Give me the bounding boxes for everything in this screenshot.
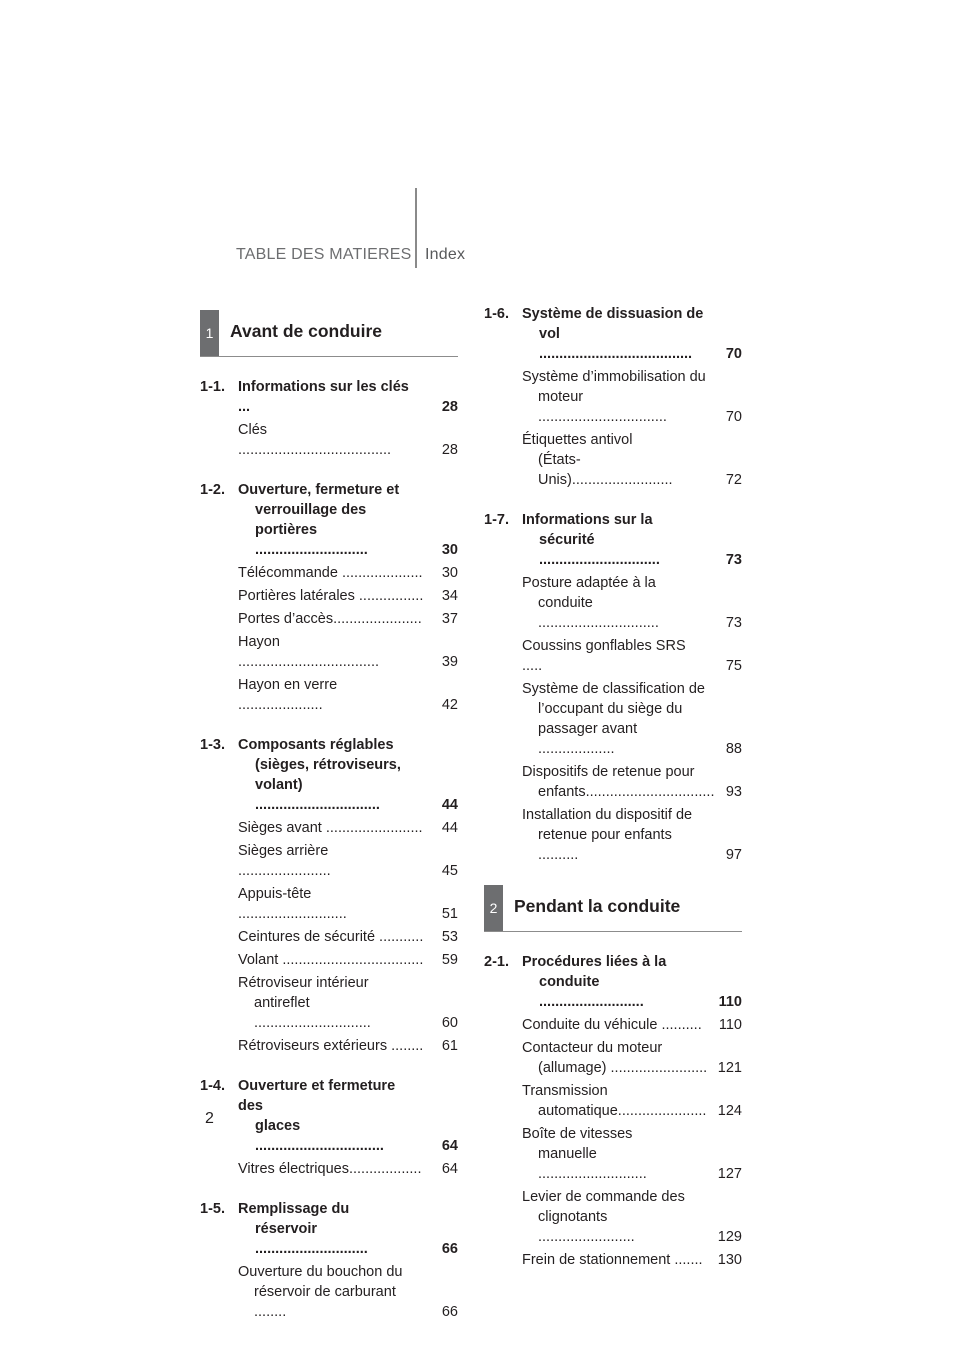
entry-title: Frein de stationnement ....... [522, 1252, 703, 1268]
entry-page: 124 [717, 1103, 742, 1119]
toc-column-right [484, 304, 742, 1290]
section-number: 1-2. [200, 482, 225, 498]
entry-page: 44 [441, 820, 458, 836]
entry-page: 45 [441, 863, 458, 879]
section-number: 1-1. [200, 379, 225, 395]
section-title: Remplissage du [238, 1201, 350, 1217]
toc-column-left [200, 310, 458, 1342]
entry-page: 72 [725, 472, 742, 488]
header-divider [415, 188, 417, 268]
entry-title-line: manuelle ........................... [538, 1146, 647, 1182]
entry-page: 60 [441, 1015, 458, 1031]
section-number: 1-5. [200, 1201, 225, 1217]
entry-page: 34 [441, 588, 458, 604]
toc-entry[interactable] [238, 884, 458, 924]
entry-page: 75 [725, 658, 742, 674]
chapter-2-tab[interactable]: 2 [484, 885, 503, 931]
entry-title-line: conduite .............................. [538, 595, 659, 631]
entry-page: 130 [717, 1252, 742, 1268]
entry-page: 97 [725, 847, 742, 863]
chapter-2-banner [484, 885, 742, 932]
section-title-line: sécurité .............................. [539, 532, 660, 568]
section-page: 28 [441, 399, 458, 415]
section-title: Procédures liées à la [522, 954, 667, 970]
section-title-line: (sièges, rétroviseurs, [255, 757, 401, 773]
section-page: 110 [718, 994, 742, 1010]
section-title: Informations sur les clés ... [238, 379, 409, 415]
section-page: 70 [725, 346, 742, 362]
entry-page: 59 [441, 952, 458, 968]
toc-entry[interactable] [522, 1038, 742, 1078]
entry-title: Hayon en verre ..................... [238, 677, 338, 713]
entry-title: Sièges avant ........................ [238, 820, 423, 836]
entry-title: Ceintures de sécurité ........... [238, 929, 424, 945]
section-page: 30 [441, 542, 458, 558]
chapter-1-tab[interactable]: 1 [200, 310, 219, 356]
entry-page: 37 [441, 611, 458, 627]
entry-title: Conduite du véhicule .......... [522, 1017, 702, 1033]
entry-title: Coussins gonflables SRS ..... [522, 638, 686, 674]
section-heading[interactable] [200, 1076, 458, 1156]
entry-title: Vitres électriques.................. [238, 1161, 422, 1177]
section-1-2 [200, 480, 458, 715]
section-1-6 [484, 304, 742, 490]
toc-entry[interactable] [238, 841, 458, 881]
toc-entry[interactable] [238, 420, 458, 460]
entry-title-line: (allumage) ........................ [538, 1060, 708, 1076]
entry-page: 93 [725, 784, 742, 800]
entry-title: Dispositifs de retenue pour [522, 764, 695, 780]
entry-page: 73 [725, 615, 742, 631]
chapter-1-banner [200, 310, 458, 357]
section-number: 2-1. [484, 954, 509, 970]
section-title-line: portières ............................ [255, 522, 368, 558]
section-page: 44 [441, 797, 458, 813]
entry-title: Système d’immobilisation du [522, 369, 706, 385]
entry-page: 110 [718, 1017, 742, 1033]
toc-entry[interactable] [238, 586, 458, 606]
entry-title: Volant ................................... [238, 952, 424, 968]
section-heading[interactable] [484, 510, 742, 570]
section-title: Informations sur la [522, 512, 653, 528]
entry-title-line: antireflet ............................. [254, 995, 371, 1031]
entry-title-line: passager avant ................... [538, 721, 638, 757]
entry-page: 129 [717, 1229, 742, 1245]
section-title: Composants réglables [238, 737, 394, 753]
section-title-line: glaces ................................ [255, 1118, 384, 1154]
entry-page: 88 [725, 741, 742, 757]
section-page: 73 [725, 552, 742, 568]
toc-link[interactable]: TABLE DES MATIERES [236, 246, 412, 263]
entry-title: Sièges arrière ....................... [238, 843, 331, 879]
section-1-1 [200, 377, 458, 460]
entry-title: Clés ...................................... [238, 422, 392, 458]
entry-title: Rétroviseurs extérieurs ........ [238, 1038, 424, 1054]
toc-entry[interactable] [522, 430, 742, 490]
toc-entry[interactable] [238, 950, 458, 970]
section-page: 64 [441, 1138, 458, 1154]
toc-entry[interactable] [522, 1081, 742, 1121]
entry-title: Ouverture du bouchon du [238, 1264, 403, 1280]
section-title-line: volant) ............................... [255, 777, 380, 813]
entry-title: Levier de commande des [522, 1189, 685, 1205]
toc-entry[interactable] [238, 609, 458, 629]
section-title-line: réservoir ............................ [255, 1221, 368, 1257]
section-heading[interactable] [200, 480, 458, 560]
toc-entry[interactable] [238, 973, 458, 1033]
section-number: 1-3. [200, 737, 225, 753]
entry-page: 121 [717, 1060, 742, 1076]
toc-entry[interactable] [522, 1187, 742, 1247]
entry-title-line: retenue pour enfants .......... [538, 827, 672, 863]
chapter-1-title[interactable]: Avant de conduire [230, 321, 383, 341]
toc-entry[interactable] [522, 679, 742, 759]
toc-entry[interactable] [238, 563, 458, 583]
toc-entry[interactable] [522, 805, 742, 865]
entry-page: 30 [441, 565, 458, 581]
index-link[interactable]: Index [425, 246, 466, 263]
entry-title-line: enfants................................ [538, 784, 715, 800]
section-number: 1-6. [484, 306, 509, 322]
entry-page: 28 [441, 442, 458, 458]
section-title: Ouverture et fermeture des [238, 1078, 396, 1114]
section-heading[interactable] [484, 304, 742, 364]
toc-entry[interactable] [238, 927, 458, 947]
toc-entry[interactable] [238, 1262, 458, 1322]
entry-title-line: réservoir de carburant ........ [254, 1284, 396, 1320]
toc-entry[interactable] [238, 1159, 458, 1179]
toc-entry[interactable] [238, 1036, 458, 1056]
section-title: Ouverture, fermeture et [238, 482, 400, 498]
entry-title: Portières latérales ................ [238, 588, 424, 604]
section-heading[interactable] [200, 735, 458, 815]
toc-entry[interactable] [522, 1015, 742, 1035]
entry-page: 70 [725, 409, 742, 425]
entry-title-line: moteur ................................ [538, 389, 667, 425]
section-title-line: conduite .......................... [539, 974, 644, 1010]
entry-title: Télécommande .................... [238, 565, 423, 581]
section-2-1 [484, 952, 742, 1270]
entry-title: Contacteur du moteur [522, 1040, 663, 1056]
entry-page: 51 [441, 906, 458, 922]
section-number: 1-7. [484, 512, 509, 528]
section-heading[interactable] [484, 952, 742, 1012]
toc-entry[interactable] [522, 636, 742, 676]
entry-title: Étiquettes antivol [522, 432, 633, 448]
section-title-line: vol ...................................... [539, 326, 693, 362]
entry-title: Posture adaptée à la [522, 575, 656, 591]
entry-title: Système de classification de [522, 681, 705, 697]
section-heading[interactable] [200, 1199, 458, 1259]
entry-title: Hayon ................................... [238, 634, 379, 670]
toc-entry[interactable] [522, 573, 742, 633]
chapter-2-title[interactable]: Pendant la conduite [514, 896, 681, 916]
entry-page: 66 [441, 1304, 458, 1320]
entry-page: 127 [717, 1166, 742, 1182]
toc-entry[interactable] [238, 818, 458, 838]
entry-title-line: l’occupant du siège du [538, 701, 683, 717]
section-title: Système de dissuasion de [522, 306, 704, 322]
entry-title: Boîte de vitesses [522, 1126, 633, 1142]
entry-title: Appuis-tête ........................... [238, 886, 347, 922]
page-number: 2 [205, 1110, 214, 1127]
entry-title: Installation du dispositif de [522, 807, 693, 823]
entry-page: 64 [441, 1161, 458, 1177]
entry-title-line: automatique...................... [538, 1103, 707, 1119]
entry-page: 42 [441, 697, 458, 713]
toc-entry[interactable] [522, 1124, 742, 1184]
entry-page: 61 [441, 1038, 458, 1054]
toc-entry[interactable] [238, 632, 458, 672]
entry-title: Transmission [522, 1083, 608, 1099]
section-heading[interactable] [200, 377, 458, 417]
entry-page: 39 [441, 654, 458, 670]
section-title-line: verrouillage des [255, 502, 367, 518]
section-1-4 [200, 1076, 458, 1179]
section-1-3 [200, 735, 458, 1056]
entry-title-line: clignotants ........................ [538, 1209, 635, 1245]
toc-entry[interactable] [522, 1250, 742, 1270]
section-number: 1-4. [200, 1078, 225, 1094]
entry-page: 53 [441, 929, 458, 945]
entry-title: Rétroviseur intérieur [238, 975, 369, 991]
toc-entry[interactable] [522, 762, 742, 802]
toc-entry[interactable] [522, 367, 742, 427]
section-1-5 [200, 1199, 458, 1322]
entry-title: Portes d’accès...................... [238, 611, 422, 627]
section-1-7 [484, 510, 742, 865]
section-page: 66 [441, 1241, 458, 1257]
entry-title-line: (États-Unis)......................... [538, 452, 673, 488]
toc-entry[interactable] [238, 675, 458, 715]
